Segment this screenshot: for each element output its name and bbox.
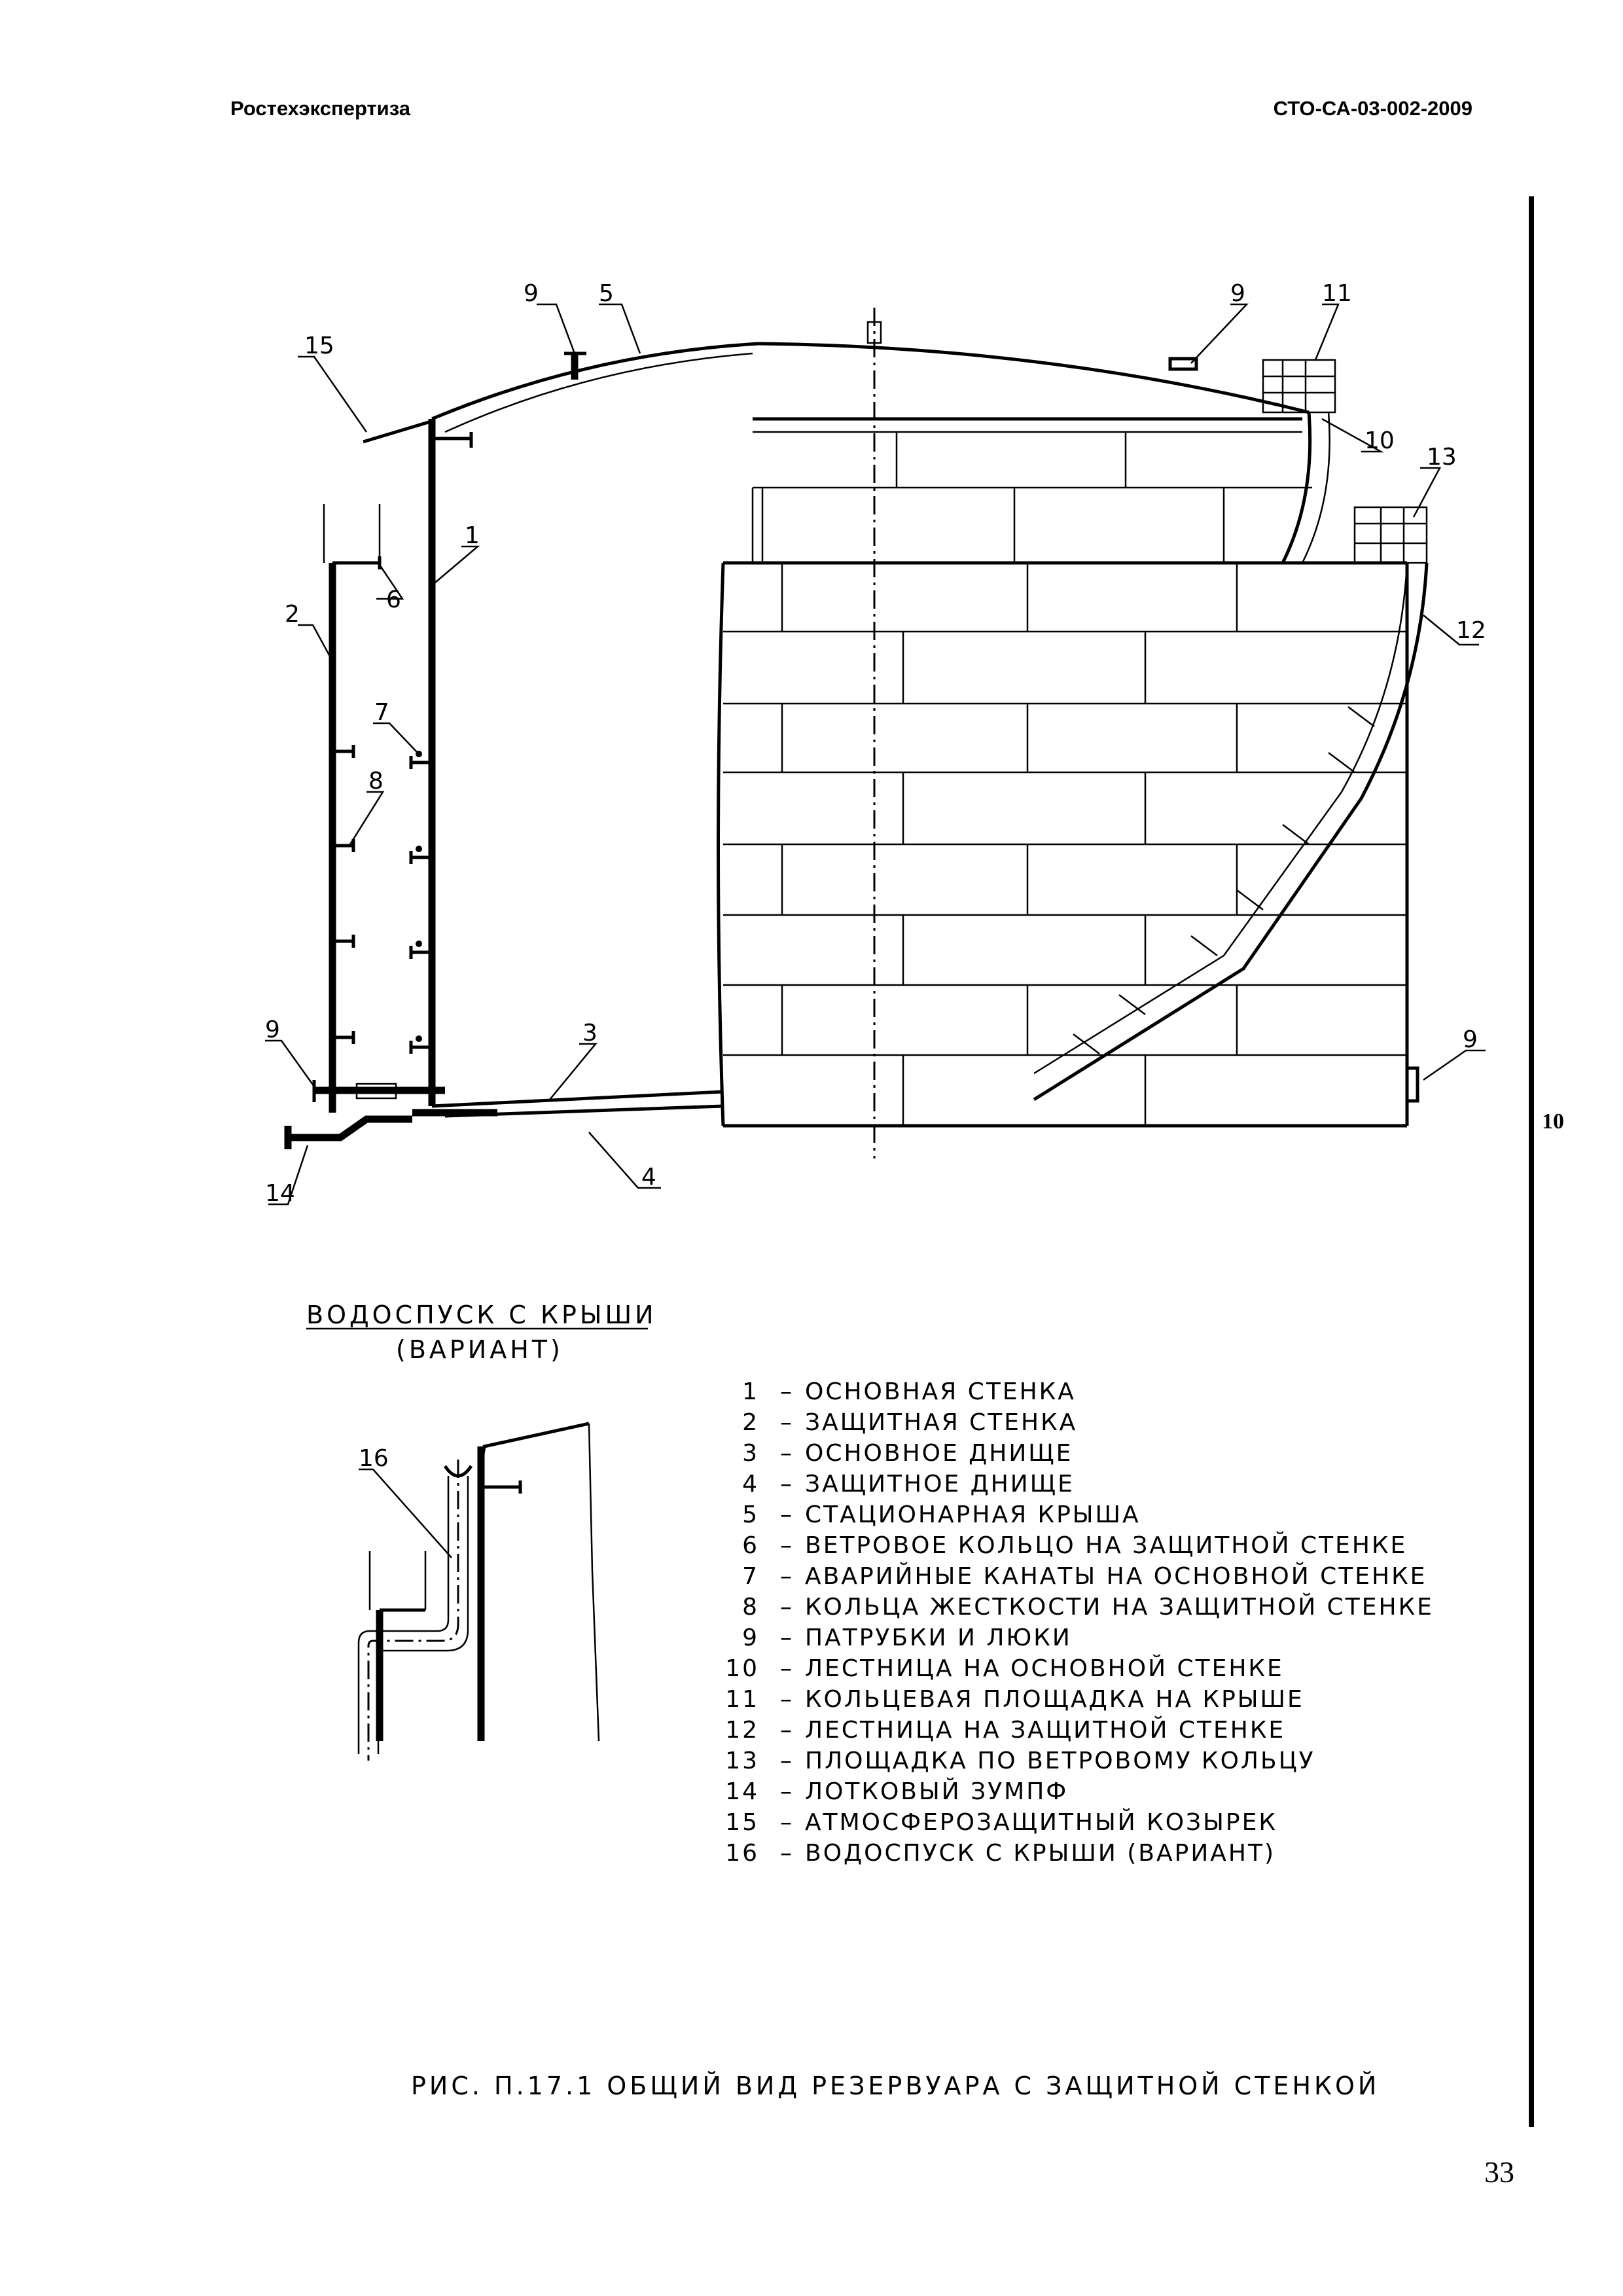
legend-dash: – [780,1686,794,1713]
legend-num: 8 [742,1594,759,1621]
legend-num: 7 [742,1563,759,1590]
legend-num: 6 [742,1532,759,1559]
header-document-code: СТО-СА-03-002-2009 [1273,97,1472,120]
legend-num: 10 [725,1655,759,1682]
legend-text: АТМОСФЕРОЗАЩИТНЫЙ КОЗЫРЕК [805,1809,1277,1836]
legend-text: ЛОТКОВЫЙ ЗУМПФ [805,1778,1069,1805]
legend-num: 16 [725,1840,759,1867]
wind-ring-platform-and-ladder [1034,507,1427,1100]
callout-8: 8 [368,768,383,795]
callout-9-pipe: 9 [265,1016,280,1043]
legend-dash: – [780,1409,794,1436]
legend-dash: – [780,1471,794,1498]
legend-text: ЛЕСТНИЦА НА ЗАЩИТНОЙ СТЕНКЕ [805,1717,1286,1744]
legend-num: 12 [725,1717,759,1744]
legend-dash: – [780,1748,794,1774]
legend-text: ОСНОВНАЯ СТЕНКА [805,1378,1076,1405]
legend-dash: – [780,1717,794,1744]
main-drawing [265,280,1486,1207]
callout-10: 10 [1364,427,1395,454]
legend-text: ВЕТРОВОЕ КОЛЬЦО НА ЗАЩИТНОЙ СТЕНКЕ [805,1532,1408,1559]
detail-subtitle: (ВАРИАНТ) [396,1335,563,1364]
legend-dash: – [780,1501,794,1528]
legend-num: 14 [725,1778,759,1805]
header-organization: Ростехэкспертиза [230,97,410,120]
legend-dash: – [780,1594,794,1621]
legend-text: ПАТРУБКИ И ЛЮКИ [805,1624,1072,1651]
legend-dash: – [780,1840,794,1867]
page-number: 33 [1484,2155,1514,2189]
legend-dash: – [780,1809,794,1836]
callout-9-shell: 9 [1463,1026,1478,1053]
legend-num: 9 [742,1624,759,1651]
legend-text: АВАРИЙНЫЕ КАНАТЫ НА ОСНОВНОЙ СТЕНКЕ [805,1563,1427,1590]
callout-4: 4 [641,1164,656,1191]
legend-dash: – [780,1624,794,1651]
roof-drain-detail [306,1300,657,1761]
legend [725,1378,1434,1867]
legend-dash: – [780,1440,794,1467]
callout-5: 5 [599,280,614,307]
callout-7: 7 [374,699,389,726]
legend-text: ОСНОВНОЕ ДНИЩЕ [805,1440,1073,1467]
legend-num: 15 [725,1809,759,1836]
detail-title: ВОДОСПУСК С КРЫШИ [306,1300,657,1329]
legend-text: ЗАЩИТНАЯ СТЕНКА [805,1409,1078,1436]
legend-text: КОЛЬЦЕВАЯ ПЛОЩАДКА НА КРЫШЕ [805,1686,1304,1713]
legend-text: ВОДОСПУСК С КРЫШИ (ВАРИАНТ) [805,1840,1275,1867]
roof-platform-and-ladder [1263,360,1335,563]
legend-dash: – [780,1563,794,1590]
callout-2: 2 [285,601,300,628]
legend-text: КОЛЬЦА ЖЕСТКОСТИ НА ЗАЩИТНОЙ СТЕНКЕ [805,1594,1434,1621]
legend-dash: – [780,1532,794,1559]
callout-13: 13 [1427,444,1457,471]
legend-dash: – [780,1778,794,1805]
legend-text: ЗАЩИТНОЕ ДНИЩЕ [805,1471,1075,1498]
legend-num: 1 [742,1378,759,1405]
callout-6: 6 [386,586,401,613]
legend-num: 2 [742,1409,759,1436]
callout-12: 12 [1456,617,1486,644]
callout-9-roof-left: 9 [524,280,539,307]
figure-caption: РИС. П.17.1 ОБЩИЙ ВИД РЕЗЕРВУАРА С ЗАЩИТНОЙ СТЕНКОЙ [411,2072,1380,2100]
side-number: 10 [1542,1109,1564,1134]
legend-num: 13 [725,1748,759,1774]
legend-num: 3 [742,1440,759,1467]
shell-panels [719,419,1418,1126]
callout-3: 3 [582,1020,597,1047]
callout-1: 1 [465,522,480,549]
legend-text: ЛЕСТНИЦА НА ОСНОВНОЙ СТЕНКЕ [805,1655,1284,1682]
legend-num: 4 [742,1471,759,1498]
legend-text: ПЛОЩАДКА ПО ВЕТРОВОМУ КОЛЬЦУ [805,1748,1315,1774]
legend-num: 11 [725,1686,759,1713]
legend-text: СТАЦИОНАРНАЯ КРЫША [805,1501,1141,1528]
callout-15: 15 [304,332,334,359]
callout-9-roof-right: 9 [1230,280,1245,307]
legend-dash: – [780,1378,794,1405]
callout-14: 14 [265,1180,295,1207]
callout-16: 16 [359,1445,389,1472]
legend-dash: – [780,1655,794,1682]
legend-num: 5 [742,1501,759,1528]
callout-11: 11 [1322,280,1352,307]
